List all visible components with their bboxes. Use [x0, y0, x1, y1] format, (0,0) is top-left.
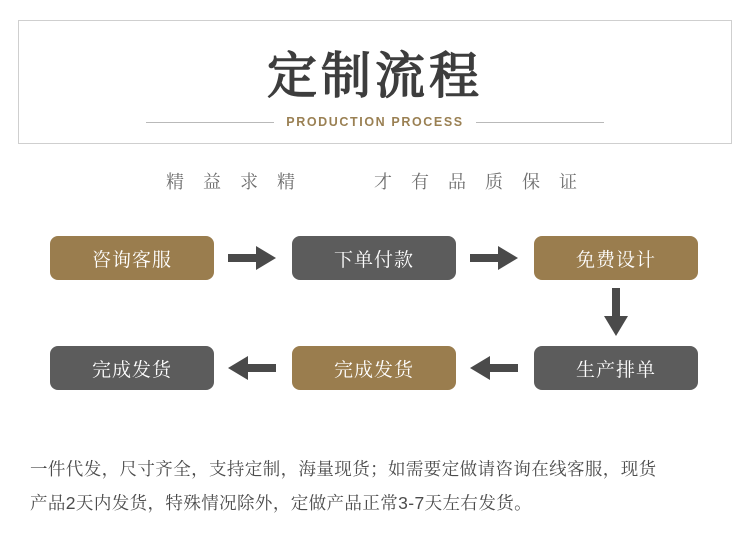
subtitle-row: [19, 111, 731, 133]
header-frame: [18, 20, 732, 144]
footer-line-1: 一件代发，尺寸齐全，支持定制，海量现货；如需要定做请咨询在线客服，现货: [30, 459, 657, 479]
subtitle: PRODUCTION PROCESS: [286, 115, 464, 129]
subtitle-rule-left: [146, 122, 274, 123]
tagline: 精 益 求 精 才 有 品 质 保 证: [165, 172, 584, 192]
footer-line-2: 产品2天内发货，特殊情况除外，定做产品正常3-7天左右发货。: [30, 493, 533, 513]
subtitle-rule-right: [476, 122, 604, 123]
flow-step-3: 免费设计: [534, 236, 698, 280]
flow-step-2: 下单付款: [292, 236, 456, 280]
flow-step-6: 完成发货: [50, 346, 214, 390]
arrow-right-icon: [470, 246, 518, 270]
arrow-down-icon: [604, 288, 628, 336]
arrow-left-icon: [470, 356, 518, 380]
arrow-left-icon: [228, 356, 276, 380]
flow-step-4: 生产排单: [534, 346, 698, 390]
flow-step-1: 咨询客服: [50, 236, 214, 280]
page-title: 定制流程: [215, 47, 535, 105]
flow-step-5: 完成发货: [292, 346, 456, 390]
footer-note: [30, 452, 724, 520]
arrow-right-icon: [228, 246, 276, 270]
